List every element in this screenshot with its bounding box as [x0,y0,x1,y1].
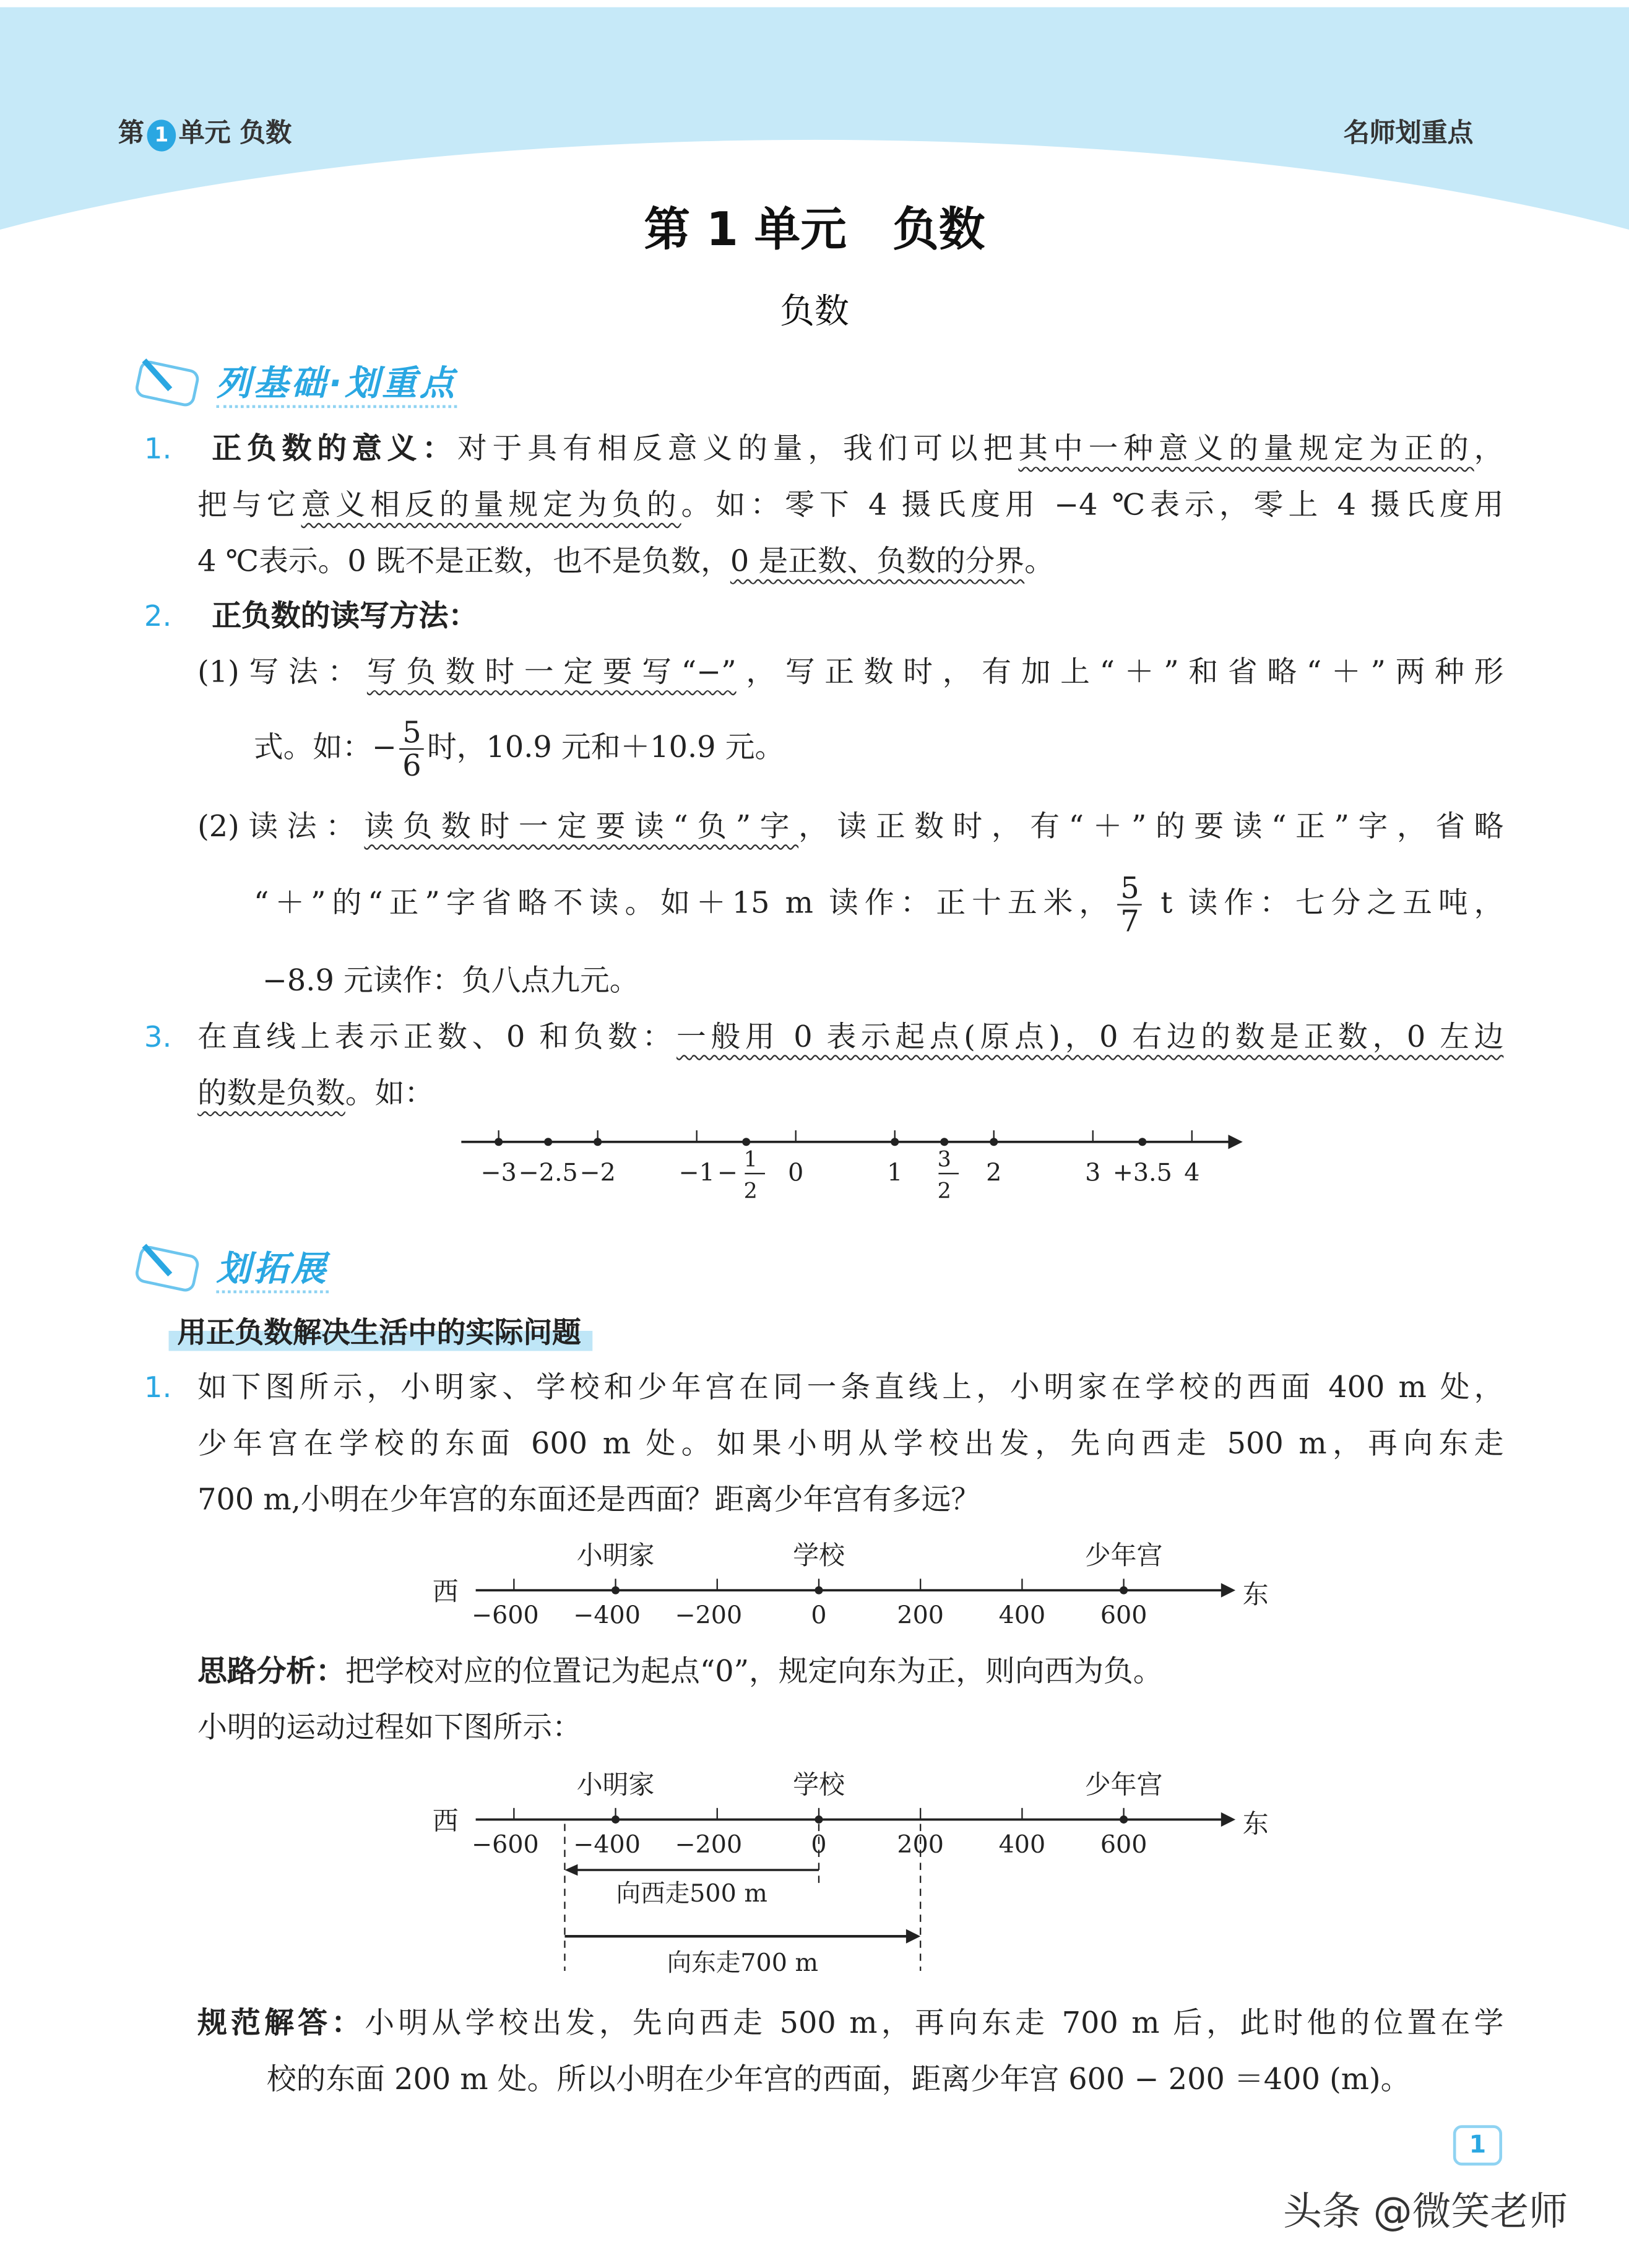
tick-label: 600 [1100,1830,1147,1859]
key-point-text: 的数是负数 [197,1075,345,1110]
tick-label: −600 [472,1830,539,1859]
bold-heading-text: 思路分析： [197,1653,345,1689]
place-point [611,1586,620,1595]
tick-label: 4 [1184,1158,1200,1187]
tick-label: 2 [986,1158,1002,1187]
item-number: 2. [144,598,172,633]
point [940,1138,948,1146]
fraction-denominator: 2 [743,1179,758,1204]
unit-prefix: 第 [118,118,144,149]
tick-label: 3 [1085,1158,1101,1187]
text: 对于具有相反意义的量，我们可以把 [457,431,1019,466]
axis-arrow [1221,1812,1235,1827]
section-basics-label: 列基础·划重点 [216,354,457,407]
axis-arrow [1228,1135,1242,1149]
place-label: 学校 [793,1540,845,1571]
west-label: 西 [432,1576,459,1607]
fraction-denominator: 2 [937,1179,951,1204]
walk-east-label: 向东走700 m [667,1949,819,1978]
east-label: 东 [1242,1579,1269,1610]
place-label: 小明家 [576,1769,655,1800]
axis-arrow [1221,1583,1235,1597]
tick-label: 0 [811,1830,827,1859]
key-point-text: 写负数时一定要写“−” [366,654,737,690]
place-point [815,1816,823,1824]
place-label: 少年宫 [1084,1769,1163,1800]
key-point-text: 读负数时一定要读“负”字 [364,808,799,844]
key-point-text: 0 是正数、负数的分界 [730,543,1025,579]
point [742,1138,750,1146]
tick-label: 400 [998,1601,1046,1630]
text: 把与它 [197,487,301,522]
page-title: 第 1 单元 负数 [644,202,985,257]
bold-heading-text: 正负数的读写方法： [212,598,478,633]
tick-label: −200 [675,1601,743,1630]
walk-west-label: 向西走500 m [616,1879,767,1908]
numerator: 5 [1118,872,1143,906]
tick-label: 600 [1100,1601,1147,1630]
text: 700 m,小明在少年宫的东面还是西面？距离少年宫有多远？ [197,1482,981,1517]
text: 把学校对应的位置记为起点“0”，规定向东为正，则向西为负。 [345,1653,1163,1689]
text: t 读作：七分之五吨， [1145,885,1504,920]
unit-number-badge: 1 [147,119,176,151]
west-label: 西 [432,1805,459,1836]
text: 在直线上表示正数、0 和负数： [197,1019,677,1054]
point [544,1138,552,1146]
place-point [1120,1816,1128,1824]
watermark: 头条 @微笑老师 [1282,2190,1568,2235]
section-extend-label: 划拓展 [216,1239,329,1292]
key-point-text: 意义相反的量规定为负的 [301,487,681,522]
text: ，读正数时，有“＋”的要读“正”字，省略 [798,808,1504,844]
numerator: 5 [400,717,425,750]
place-label: 少年宫 [1084,1540,1163,1571]
text: (2)读法： [197,808,365,844]
walk-east-arrowhead [906,1929,920,1943]
denominator: 7 [1120,904,1139,939]
text: 如下图所示，小明家、学校和少年宫在同一条直线上，小明家在学校的西面 400 m 处， [197,1369,1504,1405]
item-number: 1. [144,431,172,466]
tick-label: 200 [897,1601,944,1630]
text: −8.9 元读作：负八点九元。 [262,963,639,998]
text: 校的东面 200 m 处。所以小明在少年宫的西面，距离少年宫 600 − 200 ＝400 (m)。 [266,2061,1411,2097]
text: (1)写法： [197,654,367,690]
brand-label: 名师划重点 [1343,118,1474,149]
tick-label: −2.5 [518,1158,578,1187]
key-point-text: 其中一种意义的量规定为正的 [1018,431,1474,466]
tick-label: −400 [573,1830,641,1859]
point [891,1138,899,1146]
item-number: 3. [144,1019,172,1054]
text: 小明的运动过程如下图所示： [197,1710,582,1745]
text: 。如： [345,1075,434,1110]
place-point [1120,1586,1128,1595]
text: ，写正数时，有加上“＋”和省略“＋”两种形 [736,654,1504,690]
tick-label: −600 [472,1601,539,1630]
text: 式。如：− [253,729,397,764]
walk-west-arrowhead [564,1864,577,1876]
point [1138,1138,1146,1146]
point [495,1138,503,1146]
fraction-numerator: 3 [937,1147,951,1172]
place-point [815,1586,823,1595]
tick-label: −400 [573,1601,641,1630]
tick-label: −200 [675,1830,743,1859]
bold-heading-text: 正负数的意义： [212,431,457,466]
point [594,1138,602,1146]
text: 小明从学校出发，先向西走 500 m，再向东走 700 m 后，此时他的位置在学 [365,2005,1504,2040]
section-extend-subtitle: 用正负数解决生活中的实际问题 [169,1306,593,1351]
tick-label: 0 [788,1158,804,1187]
tick-label: +3.5 [1112,1158,1172,1187]
text: 4 ℃表示。0 既不是正数，也不是负数， [197,543,730,579]
denominator: 6 [402,748,421,783]
east-label: 东 [1242,1808,1269,1839]
text: 。 [1024,543,1054,579]
tick-label: −3 [480,1158,517,1187]
key-point-text: 一般用 0 表示起点(原点)，0 右边的数是正数，0 左边 [676,1019,1504,1054]
item-number: 1. [144,1369,172,1405]
tick-label: −1 [678,1158,715,1187]
place-label: 小明家 [576,1540,655,1571]
tick-label: 400 [998,1830,1046,1859]
page-subtitle: 负数 [780,291,849,332]
fraction-numerator: 1 [743,1147,758,1172]
text: 。如：零下 4 摄氏度用 −4 ℃表示，零上 4 摄氏度用 [681,487,1504,522]
tick-label: 1 [887,1158,903,1187]
text: 时，10.9 元和＋10.9 元。 [426,729,785,764]
text: ， [1474,431,1504,466]
page-number: 1 [1453,2125,1502,2165]
place-point [611,1816,620,1824]
tick-label: − [717,1158,738,1187]
point [990,1138,998,1146]
bold-heading-text: 规范解答： [197,2005,365,2040]
text: 少年宫在学校的东面 600 m 处。如果小明从学校出发，先向西走 500 m，再向东走 [197,1426,1504,1461]
tick-label: 0 [811,1601,827,1630]
tick-label: −2 [579,1158,616,1187]
place-label: 学校 [793,1769,845,1800]
text: “＋”的“正”字省略不读。如＋15 m 读作：正十五米， [253,885,1115,920]
unit-suffix: 单元 负数 [178,118,292,149]
tick-label: 200 [897,1830,944,1859]
